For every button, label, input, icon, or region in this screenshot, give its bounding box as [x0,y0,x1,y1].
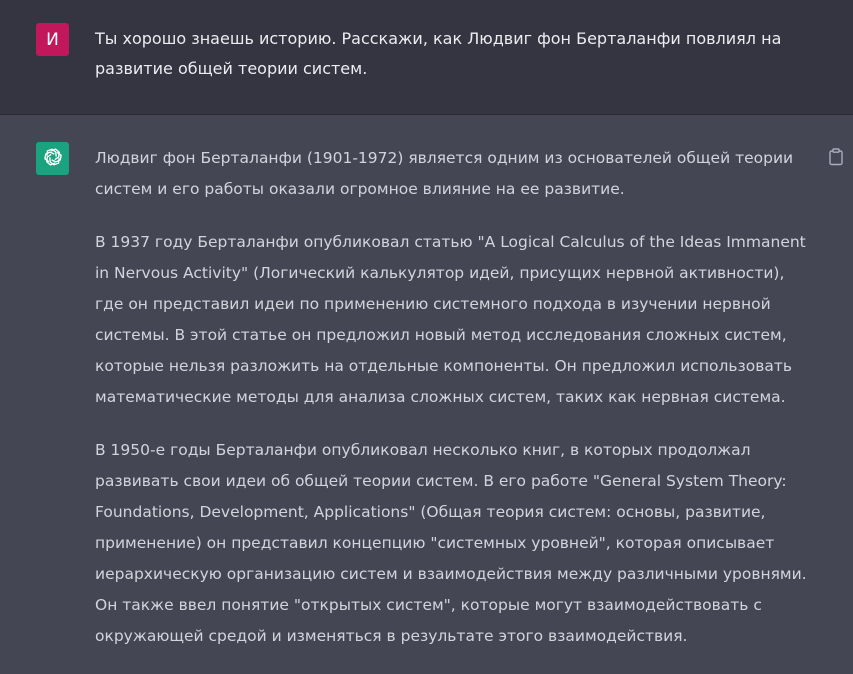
copy-button[interactable] [828,148,844,166]
assistant-paragraph-3: В 1950-е годы Берталанфи опубликовал несколько книг, в которых продолжал развивать свои идеи об общей теории систем. В его работе "General System Theory: Foundations, Development, Applications" (Общая теория систем: основы, развитие, применение) он представил концепцию "системных уровней", которая описывает иерархическую организацию систем и взаимодействия между различными уровнями. Он также ввел понятие "открытых систем", которые могут взаимодействовать с окружающей средой и изменяться в результате этого взаимодействия. [95,441,807,645]
user-message-text: Ты хорошо знаешь историю. Расскажи, как Людвиг фон Берталанфи повлиял на развитие общей теории систем. [95,29,782,78]
user-avatar-letter: И [46,29,59,50]
assistant-message-text [95,143,815,674]
clipboard-icon [828,151,844,170]
openai-logo-icon [42,146,64,172]
assistant-paragraph-2: В 1937 году Берталанфи опубликовал статью "A Logical Calculus of the Ideas Immanent in Nervous Activity" (Логический калькулятор идей, присущих нервной активности), где он представил идеи по применению системного подхода в изучении нервной системы. В этой статье он предложил новый метод исследования сложных систем, которые нельзя разложить на отдельные компоненты. Он предложил использовать математические методы для анализа сложных систем, таких как нервная система. [95,233,806,406]
assistant-paragraph-1: Людвиг фон Берталанфи (1901-1972) является одним из основателей общей теории систем и его работы оказали огромное влияние на ее развитие. [95,149,794,198]
user-message-row [0,0,853,115]
assistant-avatar [36,142,69,175]
assistant-message-row [0,115,853,664]
user-avatar [36,23,69,56]
